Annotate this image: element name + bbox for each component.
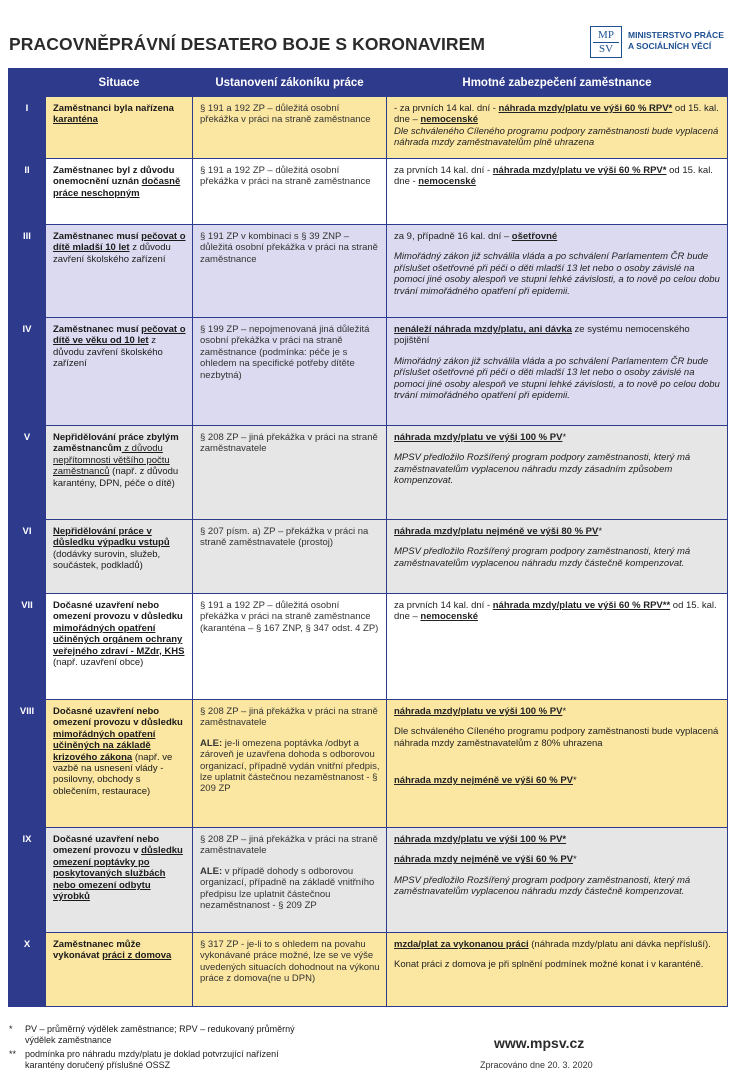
benefit-text: - za prvních 14 kal. dní - xyxy=(394,103,499,114)
spacer xyxy=(394,950,721,959)
situation-cell xyxy=(46,933,193,1007)
mpsv-logo xyxy=(590,26,622,58)
ministry-line-2: A SOCIÁLNÍCH VĚCÍ xyxy=(628,41,712,51)
benefit-text: * xyxy=(598,526,603,537)
spacer xyxy=(394,845,721,854)
table-row xyxy=(9,318,728,426)
table-row xyxy=(9,97,728,159)
spacer xyxy=(394,866,721,875)
row-number: X xyxy=(9,933,46,1007)
situation-highlight: karanténa xyxy=(53,114,98,126)
benefit-text: za prvních 14 kal. dní - xyxy=(394,165,493,176)
page-header xyxy=(0,0,731,68)
table-row xyxy=(9,159,728,225)
benefit-text: * xyxy=(562,706,567,717)
situation-cell xyxy=(46,318,193,426)
benefit-text: * xyxy=(573,775,577,787)
benefit-text: za prvních 14 kal. dní - xyxy=(394,600,493,611)
benefit-cell xyxy=(387,700,728,828)
spacer xyxy=(394,242,721,251)
situation-cell xyxy=(46,97,193,159)
law-alt-text: je-li omezena poptávka /odbyt a zároveň je uzavřena dohoda s odborovou organizací, případně vydán vnitřní předpis, lze uplatnit částečnou nezaměstnanost - § 209 ZP xyxy=(200,737,380,795)
benefit-note: MPSV předložilo Rozšířený program podpory zaměstnanosti, který má zaměstnavatelům vyplacenou náhradu mzdy zásadním způsobem kompenzovat. xyxy=(394,452,691,487)
law-cell: § 191 a 192 ZP – důležitá osobní překážka v práci na straně zaměstnance xyxy=(193,159,387,225)
logo-bottom-text: SV xyxy=(598,43,614,55)
situation-cell xyxy=(46,520,193,594)
situation-text: Dočasné uzavření nebo omezení provozu v xyxy=(53,834,160,857)
benefit-cell xyxy=(387,97,728,159)
footnote-2 xyxy=(9,1049,319,1070)
footnote-mark: * xyxy=(9,1024,13,1034)
spacer xyxy=(394,749,721,775)
law-cell: § 191 ZP v kombinaci s § 39 ZNP – důležitá osobní překážka v práci na straně zaměstnance xyxy=(193,225,387,318)
situation-detail: (dodávky surovin, služeb, součástek, podkladů) xyxy=(53,548,161,572)
situation-highlight: důsledku omezení poptávky po poskytovaných službách nebo omezení odbytu výrobků xyxy=(53,845,183,903)
footnote-1 xyxy=(9,1024,309,1045)
column-header-number xyxy=(9,69,46,97)
processed-date: Zpracováno dne 20. 3. 2020 xyxy=(480,1060,593,1070)
column-header-situation: Situace xyxy=(46,69,193,97)
footnote-mark: ** xyxy=(9,1049,17,1059)
situation-detail: (např. z důvodu karantény, DPN, péče o dítě) xyxy=(53,466,179,489)
row-number: I xyxy=(9,97,46,159)
benefit-text: od 15. kal. dne - xyxy=(394,165,713,188)
benefit-note: Dle schváleného Cíleného programu podpory zaměstnanosti bude vyplacená náhrada mzdy zaměstnavatelům z 80% uhrazena xyxy=(394,726,719,749)
spacer xyxy=(394,443,721,452)
benefit-note: MPSV předložilo Rozšířený program podpory zaměstnanosti, který má zaměstnavatelům vyplacenou náhradu mzdy částečně kompenzovat. xyxy=(394,874,691,898)
spacer xyxy=(394,717,721,726)
table-header-row xyxy=(9,69,728,97)
law-cell: § 191 a 192 ZP – důležitá osobní překážka v práci na straně zaměstnance (karanténa – § 167 ZNP, § 347 odst. 4 ZP) xyxy=(193,594,387,700)
table-row xyxy=(9,700,728,828)
benefit-highlight: ošetřovné xyxy=(511,231,558,242)
page-title: PRACOVNĚPRÁVNÍ DESATERO BOJE S KORONAVIREM xyxy=(9,34,486,54)
situation-highlight: dočasně práce neschopným xyxy=(53,176,181,199)
table-row xyxy=(9,426,728,520)
situation-text: Dočasné uzavření nebo omezení provozu v důsledku xyxy=(53,600,183,623)
row-number: IX xyxy=(9,828,46,933)
row-number: VII xyxy=(9,594,46,700)
benefit-note: Mimořádný zákon již schválila vláda a po schválení Parlamentem ČR bude příslušet ošetřovné při péči o děti mladší 13 let nebo o osoby závislé na pomoci jiné osoby alespoň ve stupni lehké závislosti, a to nově po celou dobu trvání mimořádného opatření při epidemii. xyxy=(394,251,720,297)
law-cell: § 208 ZP – jiná překážka v práci na straně zaměstnavatele xyxy=(193,426,387,520)
benefit-highlight: náhrada mzdy nejméně ve výši 60 % PV xyxy=(394,775,574,787)
benefit-text: od 15. kal. dne – xyxy=(394,103,719,126)
logo-top-text: MP xyxy=(598,29,614,41)
decalogue-table xyxy=(8,68,728,1007)
situation-highlight: mimořádných opatření učiněných orgánem ochrany veřejného zdraví - MZdr, KHS xyxy=(53,622,185,657)
benefit-cell xyxy=(387,426,728,520)
row-number: II xyxy=(9,159,46,225)
benefit-highlight: mzda/plat za vykonanou práci xyxy=(394,939,529,950)
column-header-benefit: Hmotné zabezpečení zaměstnance xyxy=(387,69,728,97)
table-row xyxy=(9,225,728,318)
benefit-highlight: náhrada mzdy/platu ve výši 100 % PV* xyxy=(394,834,567,845)
benefit-highlight: náhrada mzdy/platu ve výši 100 % PV xyxy=(394,706,563,717)
row-number: III xyxy=(9,225,46,318)
law-cell: § 317 ZP - je-li to s ohledem na povahu vykonávané práce možné, lze se ve výše uvedených situacích dohodnout na výkonu práce z domova(ne u DPN) xyxy=(193,933,387,1007)
benefit-cell xyxy=(387,828,728,933)
benefit-text: za 9, případně 16 kal. dní – xyxy=(394,231,512,242)
situation-highlight: pečovat o dítě ve věku od 10 let xyxy=(53,324,186,347)
situation-cell xyxy=(46,159,193,225)
benefit-cell xyxy=(387,594,728,700)
row-number: VIII xyxy=(9,700,46,828)
row-number: V xyxy=(9,426,46,520)
benefit-text: od 15. kal. dne – xyxy=(394,600,717,623)
row-number: IV xyxy=(9,318,46,426)
situation-detail: (např. uzavření obce) xyxy=(53,657,144,669)
table-row xyxy=(9,828,728,933)
law-alt-text: v případě dohody s odborovou organizací, případně na základě vnitřního předpisu lze uplatnit částečnou nezaměstnanost - § 209 ZP xyxy=(200,865,375,912)
law-cell: § 191 a 192 ZP – důležitá osobní překážka v práci na straně zaměstnance xyxy=(193,97,387,159)
spacer xyxy=(394,537,721,546)
benefit-cell xyxy=(387,520,728,594)
footnote-text: podmínka pro náhradu mzdy/platu je doklad potvrzující nařízení karantény doručený příslušné OSSZ xyxy=(25,1049,279,1070)
situation-highlight: Nepřidělování práce v důsledku výpadku vstupů xyxy=(53,526,170,549)
column-header-law: Ustanovení zákoníku práce xyxy=(193,69,387,97)
benefit-cell xyxy=(387,318,728,426)
situation-cell xyxy=(46,426,193,520)
benefit-cell xyxy=(387,933,728,1007)
situation-text: Zaměstnanec musí xyxy=(53,231,142,242)
spacer xyxy=(200,857,380,866)
situation-highlight: mimořádných opatření učiněných na základě krizového zákona xyxy=(53,728,156,763)
benefit-highlight: náhrada mzdy/platu ve výši 60 % RPV* xyxy=(498,103,673,114)
benefit-text: * xyxy=(562,432,567,443)
benefit-highlight: náhrada mzdy/platu ve výši 100 % PV xyxy=(394,432,563,443)
benefit-note: Mimořádný zákon již schválila vláda a po schválení Parlamentem ČR bude příslušet ošetřovné při péči o děti mladší 13 let nebo o osoby závislé na pomoci jiné osoby alespoň ve stupni lehké závislosti, a to nově po celou dobu trvání mimořádného opatření při epidemii. xyxy=(394,355,720,402)
situation-highlight: pečovat o dítě mladší 10 let xyxy=(53,231,186,254)
benefit-text: (náhrada mzdy/platu ani dávka nepřísluší). xyxy=(528,939,711,950)
situation-cell xyxy=(46,700,193,828)
situation-cell xyxy=(46,594,193,700)
benefit-highlight: náhrada mzdy/platu ve výši 60 % RPV* xyxy=(492,165,667,176)
benefit-note: Dle schváleného Cíleného programu podpory zaměstnanosti bude vyplacená náhrada mzdy zaměstnavatelům plně uhrazena xyxy=(394,125,719,149)
law-cell: § 199 ZP – nepojmenovaná jiná důležitá osobní překážka v práci na straně zaměstnance (podmínka: péče je s ohledem na specifické potřeby dítěte nezbytná) xyxy=(193,318,387,426)
situation-highlight: práci z domova xyxy=(102,950,172,962)
benefit-text: ze systému nemocenského pojištění xyxy=(394,324,690,347)
table-row xyxy=(9,594,728,700)
table-row xyxy=(9,520,728,594)
benefit-highlight: náhrada mzdy nejméně ve výši 60 % PV xyxy=(394,854,574,866)
benefit-highlight: nemocenské xyxy=(420,611,478,623)
benefit-cell xyxy=(387,159,728,225)
situation-highlight: z důvodu nepřítomnosti většího počtu zaměstnanců xyxy=(53,443,170,478)
situation-text: Zaměstnanec byl z důvodu onemocnění uznán xyxy=(53,165,175,188)
situation-detail: z důvodu zavření školského zařízení xyxy=(53,242,171,265)
benefit-highlight: nemocenské xyxy=(418,176,476,188)
situation-text: Zaměstnanec musí xyxy=(53,324,142,335)
benefit-note: Konat práci z domova je při splnění podmínek možné konat i v karanténě. xyxy=(394,959,704,971)
law-alt-label: ALE: xyxy=(200,737,223,749)
law-cell: § 207 písm. a) ZP – překážka v práci na straně zaměstnavatele (prostoj) xyxy=(193,520,387,594)
benefit-cell xyxy=(387,225,728,318)
situation-text: Nepřidělování práce zbylým zaměstnancům xyxy=(53,432,179,455)
situation-text: Dočasné uzavření nebo omezení provozu v důsledku xyxy=(53,706,183,729)
row-number: VI xyxy=(9,520,46,594)
situation-cell xyxy=(46,828,193,933)
situation-detail: z důvodu zavření školského zařízení xyxy=(53,335,163,370)
benefit-text: * xyxy=(573,854,577,866)
ministry-line-1: MINISTERSTVO PRÁCE xyxy=(628,30,724,40)
spacer xyxy=(200,729,380,738)
situation-detail: (např. ve vazbě na usnesení vlády - posilovny, obchody s oblečením, restaurace) xyxy=(53,751,173,797)
spacer xyxy=(394,347,721,356)
benefit-highlight: nenáleží náhrada mzdy/platu, ani dávka xyxy=(394,324,572,335)
law-alt-label: ALE: xyxy=(200,865,223,877)
table-row xyxy=(9,933,728,1007)
ministry-name xyxy=(628,30,724,52)
law-cell xyxy=(193,828,387,933)
benefit-highlight: nemocenské xyxy=(420,114,478,126)
situation-text: Zaměstnanec může vykonávat xyxy=(53,939,141,962)
footnote-text: PV – průměrný výdělek zaměstnance; RPV – redukovaný průměrný výdělek zaměstnance xyxy=(25,1024,295,1045)
situation-text: Zaměstnanci byla nařízena xyxy=(53,103,174,114)
benefit-highlight: náhrada mzdy/platu nejméně ve výši 80 % PV xyxy=(394,526,599,537)
situation-cell xyxy=(46,225,193,318)
law-cell xyxy=(193,700,387,828)
website-link[interactable]: www.mpsv.cz xyxy=(494,1035,585,1051)
law-text: § 208 ZP – jiná překážka v práci na straně zaměstnavatele xyxy=(200,706,378,729)
benefit-note: MPSV předložilo Rozšířený program podpory zaměstnanosti, který má zaměstnavatelům vyplacenou náhradu mzdy částečně kompenzovat. xyxy=(394,546,691,569)
law-text: § 208 ZP – jiná překážka v práci na straně zaměstnavatele xyxy=(200,834,378,857)
benefit-highlight: náhrada mzdy/platu ve výši 60 % RPV** xyxy=(492,600,671,611)
